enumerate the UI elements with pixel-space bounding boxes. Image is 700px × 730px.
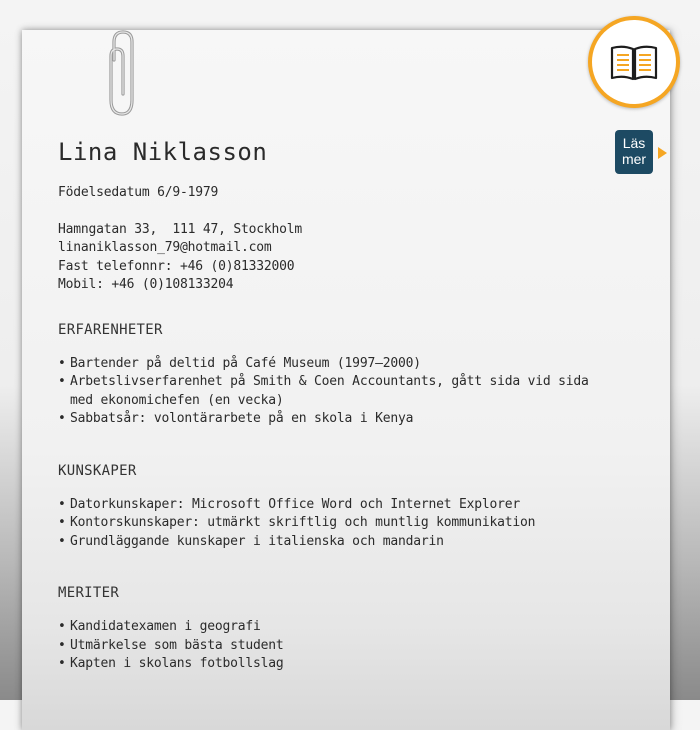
experience-heading: ERFARENHETER bbox=[58, 321, 163, 338]
email: linaniklasson_79@hotmail.com bbox=[58, 240, 272, 255]
cv-content bbox=[58, 138, 589, 674]
experience-list bbox=[58, 355, 589, 429]
list-item: • Kontorskunskaper: utmärkt skriftlig och muntlig kommunikation bbox=[58, 514, 589, 533]
read-more-label[interactable] bbox=[615, 130, 653, 174]
arrow-right-icon bbox=[658, 147, 667, 159]
list-item: • Grundläggande kunskaper i italienska och mandarin bbox=[58, 533, 589, 552]
list-item: • Kandidatexamen i geografi bbox=[58, 618, 589, 637]
open-book-icon bbox=[609, 42, 659, 82]
mobile: Mobil: +46 (0)108133204 bbox=[58, 277, 234, 292]
paperclip-icon bbox=[100, 30, 160, 130]
list-item: • Bartender på deltid på Café Museum (1997–2000) bbox=[58, 355, 589, 374]
read-more-label-line2: mer bbox=[621, 151, 647, 167]
list-item: • Utmärkelse som bästa student bbox=[58, 637, 589, 656]
list-item: • Kapten i skolans fotbollslag bbox=[58, 655, 589, 674]
skills-heading: KUNSKAPER bbox=[58, 462, 137, 479]
list-item: • Arbetslivserfarenhet på Smith & Coen Accountants, gått sida vid sida med ekonomichefen (en vecka) bbox=[58, 373, 589, 410]
merits-list bbox=[58, 618, 589, 674]
merits-heading: MERITER bbox=[58, 585, 120, 601]
list-item: • Datorkunskaper: Microsoft Office Word och Internet Explorer bbox=[58, 496, 589, 515]
read-more-button[interactable] bbox=[588, 16, 684, 166]
address: Hamngatan 33, 111 47, Stockholm bbox=[58, 221, 303, 237]
cv-name: Lina Niklasson bbox=[58, 138, 268, 166]
read-more-badge[interactable] bbox=[588, 16, 680, 108]
list-item: • Sabbatsår: volontärarbete på en skola i Kenya bbox=[58, 410, 589, 429]
birth-date: Födelsedatum 6/9-1979 bbox=[58, 185, 219, 200]
read-more-label-line1: Läs bbox=[622, 135, 646, 151]
phone: Fast telefonnr: +46 (0)81332000 bbox=[58, 258, 295, 274]
cv-paper bbox=[22, 30, 670, 730]
skills-list bbox=[58, 496, 589, 552]
